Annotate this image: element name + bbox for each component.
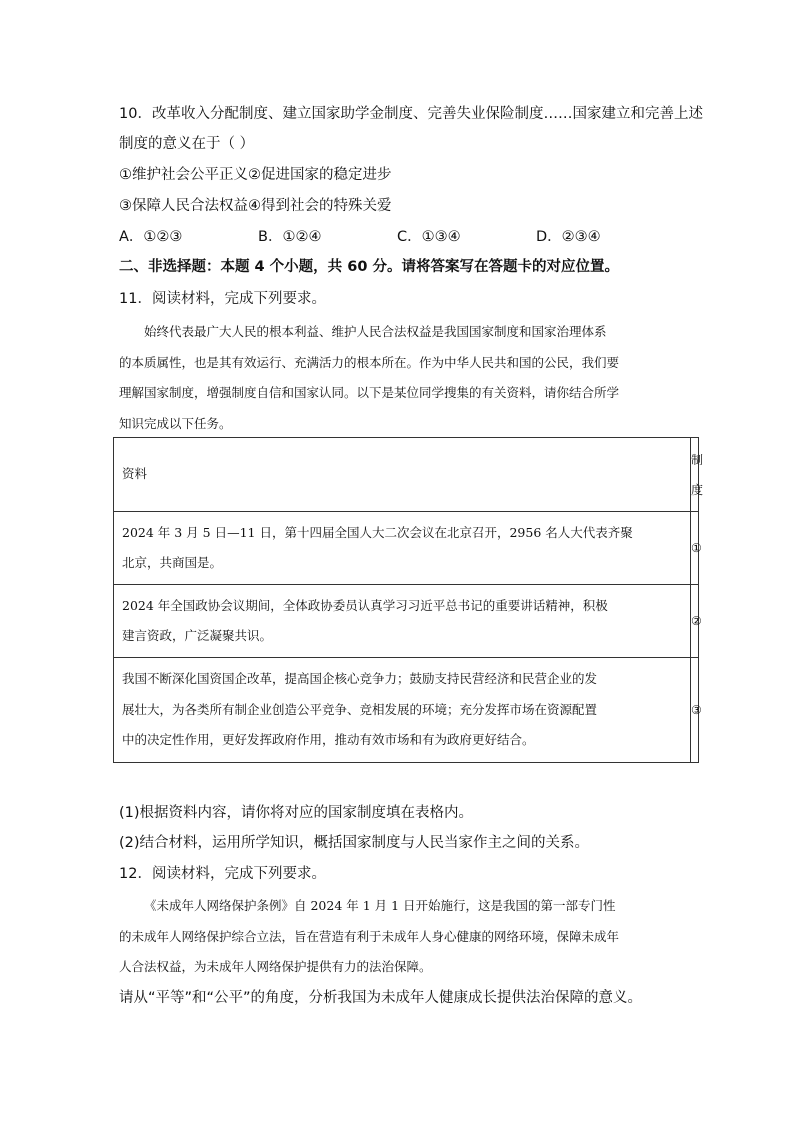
table-cell-answer-blank	[691, 585, 702, 658]
q11-stem: 11．阅读材料，完成下列要求。	[119, 291, 326, 307]
q12-stem: 12．阅读材料，完成下列要求。	[119, 866, 326, 882]
q11-material	[119, 317, 679, 439]
q12-material-line: 人合法权益，为未成年人网络保护提供有力的法治保障。	[119, 959, 432, 974]
table-row	[114, 658, 699, 763]
q12-question: 请从“平等”和“公平”的角度，分析我国为未成年人健康成长提供法治保障的意义。	[119, 990, 643, 1006]
q11-sub2: (2)结合材料，运用所学知识，概括国家制度与人民当家作主之间的关系。	[119, 835, 590, 851]
answer-mark: ③	[691, 703, 702, 717]
table-cell-material	[114, 585, 691, 658]
table-header-row	[114, 438, 699, 512]
q11-material-line: 知识完成以下任务。	[119, 415, 232, 431]
cell-line: 展壮大，为各类所有制企业创造公平竞争、竞相发展的环境；充分发挥市场在资源配置	[122, 701, 598, 717]
cell-line: 中的决定性作用，更好发挥政府作用，推动有效市场和有为政府更好结合。	[122, 732, 535, 748]
q11-table	[113, 437, 704, 763]
table-cell-answer-blank	[691, 512, 702, 585]
q11-material-line: 理解国家制度，增强制度自信和国家认同。以下是某位同学搜集的有关资料，请你结合所学	[119, 385, 620, 400]
q12-material-line: 《未成年人网络保护条例》自 2024 年 1 月 1 日开始施行，这是我国的第一部专门性	[144, 898, 616, 913]
q11-material-line: 的本质属性，也是其有效运行、充满活力的根本所在。作为中华人民共和国的公民，我们要	[119, 354, 620, 370]
cell-line: 我国不断深化国资国企改革，提高国企核心竞争力；鼓励支持民营经济和民营企业的发	[122, 671, 598, 687]
table-header-char1: 制	[691, 452, 704, 467]
answer-mark: ②	[691, 614, 702, 628]
cell-line: 北京，共商国是。	[122, 555, 223, 570]
q10-item-line2: ③保障人民合法权益④得到社会的特殊关爱	[119, 198, 392, 214]
table-header-system	[691, 438, 704, 512]
q12-material	[119, 891, 679, 983]
table-header-material: 资料	[114, 438, 691, 512]
table-cell-answer-blank	[691, 658, 702, 763]
q10-stem-line2: 制度的意义在于（ ）	[119, 136, 255, 152]
q10-option-c: C．①③④	[397, 229, 461, 245]
section2-heading: 二、非选择题：本题 4 个小题，共 60 分。请将答案写在答题卡的对应位置。	[119, 259, 619, 275]
q10-stem-line1: 10．改革收入分配制度、建立国家助学金制度、完善失业保险制度……国家建立和完善上述	[119, 106, 703, 122]
q11-material-line: 始终代表最广大人民的根本利益、维护人民合法权益是我国国家制度和国家治理体系	[144, 324, 607, 339]
cell-line: 建言资政，广泛凝聚共识。	[122, 628, 273, 643]
q10-item-line1: ①维护社会公平正义②促进国家的稳定进步	[119, 167, 392, 183]
q11-sub1: (1)根据资料内容，请你将对应的国家制度填在表格内。	[119, 805, 474, 821]
q10-option-d: D．②③④	[536, 229, 601, 245]
answer-mark: ①	[691, 541, 702, 555]
cell-line: 2024 年全国政协会议期间，全体政协委员认真学习习近平总书记的重要讲话精神，积极	[122, 597, 608, 613]
q10-option-a: A．①②③	[119, 229, 183, 245]
table-row	[114, 585, 699, 658]
table-row	[114, 512, 699, 585]
q10-option-b: B．①②④	[258, 229, 322, 245]
cell-line: 2024 年 3 月 5 日—11 日，第十四届全国人大二次会议在北京召开，2956 名人大代表齐聚	[122, 524, 633, 540]
table-cell-material	[114, 512, 691, 585]
q12-material-line: 的未成年人网络保护综合立法，旨在营造有利于未成年人身心健康的网络环境，保障未成年	[119, 928, 620, 944]
table-header-char2: 度	[691, 482, 704, 497]
table-cell-material	[114, 658, 691, 763]
